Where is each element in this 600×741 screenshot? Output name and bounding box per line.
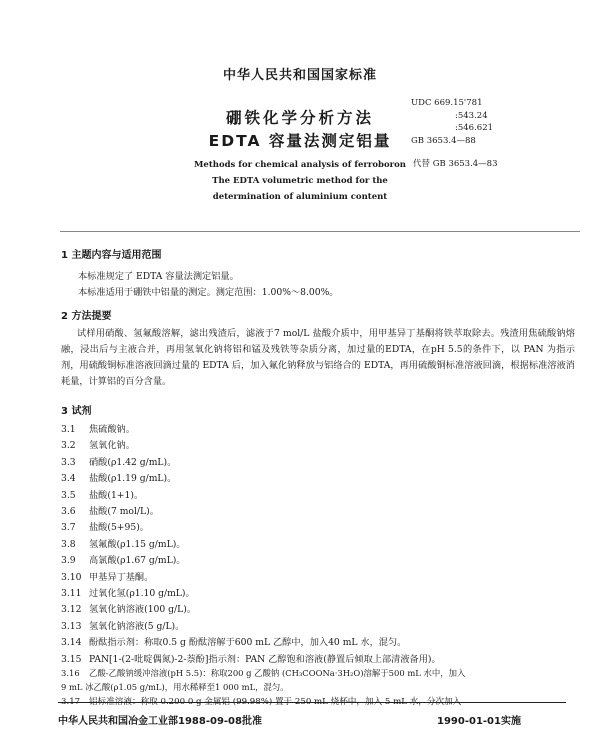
replaces-note: 代替 GB 3653.4—83 — [413, 159, 498, 169]
list-item-3-16-cont: 9 mL 冰乙酸(ρ1.05 g/mL)，用水稀释至1 000 mL，混匀。 — [61, 682, 289, 692]
english-title-line3: determination of aluminium content — [212, 192, 388, 202]
list-item: 3.12 氢氧化钠溶液(100 g/L)。 — [61, 604, 197, 616]
list-item: 3.5 盐酸(1+1)。 — [61, 489, 144, 501]
gb-code: GB 3653.4—88 — [411, 135, 476, 146]
section-2-heading: 2 方法提要 — [61, 311, 112, 322]
section-1-para1: 本标准规定了 EDTA 容量法测定铝量。 — [78, 271, 239, 282]
list-item-3-16: 3.16 乙酸-乙酸钠缓冲溶液(pH 5.5)：称取200 g 乙酸钠 (CH₃COONa·3H₂O)溶解于500 mL 水中，加入 — [61, 668, 466, 678]
list-item: 3.9 高氯酸(ρ1.67 g/mL)。 — [61, 555, 186, 567]
list-item: 3.8 氢氟酸(ρ1.15 g/mL)。 — [61, 538, 186, 550]
list-item-3-17: 3.17 铝标准溶液：称取 0.200 0 g 金属铝 (99.98%) 置于 250 mL 烧杯中，加入 5 mL 水，分次加入 — [61, 697, 462, 707]
list-item: 3.3 硝酸(ρ1.42 g/mL)。 — [61, 456, 177, 468]
section-1-heading: 1 主题内容与适用范围 — [61, 250, 162, 261]
classification-codes — [411, 97, 493, 147]
english-title-line2: The EDTA volumetric method for the — [212, 176, 388, 186]
list-item: 3.13 氢氧化钠溶液(5 g/L)。 — [61, 620, 185, 632]
section-3-heading: 3 试剂 — [61, 406, 92, 417]
national-standard-heading: 中华人民共和国国家标准 — [222, 68, 377, 83]
udc-code-sub2: :546.621 — [455, 123, 494, 133]
section-1-para2: 本标准适用于硼铁中铝量的测定。测定范围：1.00%～8.00%。 — [78, 287, 339, 298]
list-item: 3.1 焦硫酸钠。 — [61, 424, 135, 435]
udc-code: UDC 669.15'781 — [411, 98, 483, 108]
list-item: 3.7 盐酸(5+95)。 — [61, 522, 149, 534]
approval-note: 中华人民共和国冶金工业部1988-09-08批准 — [58, 716, 262, 727]
list-item: 3.6 盐酸(7 mol/L)。 — [61, 506, 159, 517]
section-2-body: 试样用硝酸、氢氟酸溶解，滤出残渣后，滤液于7 mol/L 盐酸介质中，用甲基异丁基酮将铁萃取除去。残渣用焦硫酸钠熔融，浸出后与主液合并，再用氢氧化钠将铝和锰及残铁等杂质分离，加过量的EDTA，在pH 5.5的条件下，以 PAN 为指示剂，用硫酸铜标准溶液回滴过量的 EDTA 后，加入氟化钠释放与铝络合的 EDTA，再用硫酸铜标准溶液回滴，根据标准溶液消耗量，计算铝的百分含量。 — [61, 328, 575, 387]
english-title-line1: Methods for chemical analysis of ferroboron — [194, 160, 406, 170]
list-item: 3.14 酚酞指示剂：称取0.5 g 酚酞溶解于600 mL 乙醇中，加入40 mL 水，混匀。 — [61, 637, 407, 649]
header-divider — [60, 231, 580, 232]
effective-date: 1990-01-01实施 — [437, 716, 521, 727]
document-title-line2: EDTA 容量法测定铝量 — [208, 132, 392, 150]
list-item: 3.11 过氧化氢(ρ1.10 g/mL)。 — [61, 588, 195, 599]
document-title-line1: 硼铁化学分析方法 — [225, 109, 374, 127]
list-item: 3.10 甲基异丁基酮。 — [61, 571, 154, 583]
list-item: 3.15 PAN[1-(2-吡啶偶氮)-2-萘酚]指示剂：PAN 乙醇饱和溶液(静置后倾取上部清液备用)。 — [61, 653, 441, 665]
list-item: 3.4 盐酸(ρ1.19 g/mL)。 — [61, 473, 177, 485]
list-item: 3.2 氢氧化钠。 — [61, 440, 135, 452]
udc-code-sub1: :543.24 — [455, 110, 488, 121]
